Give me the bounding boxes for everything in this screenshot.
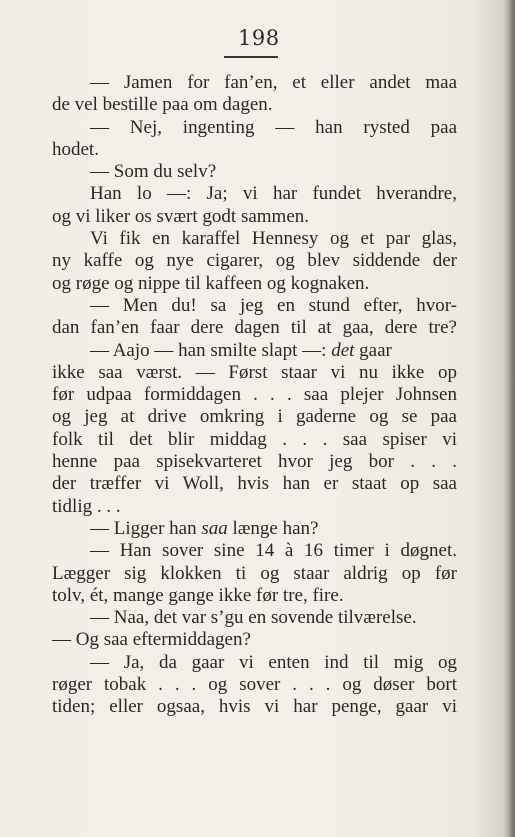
text-line: Lægger sig klokken ti og staar aldrig op før	[52, 562, 457, 584]
body-text	[52, 72, 457, 719]
text-line: henne paa spisekvarteret hvor jeg bor . . .	[52, 451, 457, 473]
text-line: ikke saa værst. — Først staar vi nu ikke op	[52, 361, 457, 383]
text-line: og røge og nippe til kaffeen og kognaken.	[52, 272, 370, 294]
text-segment: gaar	[354, 339, 392, 361]
text-line: — Og saa eftermiddagen?	[52, 629, 251, 651]
text-line: ny kaffe og nye cigarer, og blev siddende der	[52, 250, 457, 272]
header-rule	[224, 56, 278, 58]
text-line: og vi liker os svært godt sammen.	[52, 205, 310, 227]
text-line: folk til det blir middag . . . saa spiser vi	[52, 428, 457, 450]
text-segment: — Ligger han	[90, 517, 202, 539]
text-segment: længe han?	[227, 517, 319, 539]
page-number: 198	[238, 26, 280, 50]
text-line: de vel bestille paa om dagen.	[52, 94, 273, 116]
text-line: dan fan’en faar dere dagen til at gaa, dere tre?	[52, 317, 457, 339]
text-line: — Nej, ingenting — han rysted paa	[90, 116, 457, 138]
text-segment: — Aajo — han smilte slapt —:	[90, 339, 332, 361]
text-line-with-italic	[52, 340, 457, 362]
text-line: før udpaa formiddagen . . . saa plejer Johnsen	[52, 384, 457, 406]
text-line: tolv, ét, mange gange ikke før tre, fire.	[52, 584, 344, 606]
text-line: Han lo —: Ja; vi har fundet hverandre,	[90, 183, 457, 205]
text-line: der træffer vi Woll, hvis han er staat op saa	[52, 473, 457, 495]
text-line: — Jamen for fan’en, et eller andet maa	[90, 72, 457, 93]
text-line: — Men du! sa jeg en stund efter, hvor-	[90, 294, 457, 316]
italic-word: det	[331, 339, 355, 361]
italic-word: saa	[201, 517, 228, 539]
text-line: tidlig . . .	[52, 495, 121, 517]
text-line-with-italic	[52, 518, 457, 540]
text-line: og jeg at drive omkring i gaderne og se paa	[52, 406, 457, 428]
text-line: — Han sover sine 14 à 16 timer i døgnet.	[90, 540, 457, 562]
text-line: Vi fik en karaffel Hennesy og et par glas,	[90, 228, 457, 250]
text-line: — Som du selv?	[90, 161, 217, 183]
text-line: tiden; eller ogsaa, hvis vi har penge, gaar vi	[52, 696, 457, 718]
text-line: røger tobak . . . og sover . . . og døser bort	[52, 674, 457, 696]
text-line: hodet.	[52, 138, 99, 160]
book-spine-edge	[503, 0, 515, 837]
text-line: — Naa, det var s’gu en sovende tilværelse.	[90, 607, 417, 629]
text-line: — Ja, da gaar vi enten ind til mig og	[90, 651, 457, 673]
